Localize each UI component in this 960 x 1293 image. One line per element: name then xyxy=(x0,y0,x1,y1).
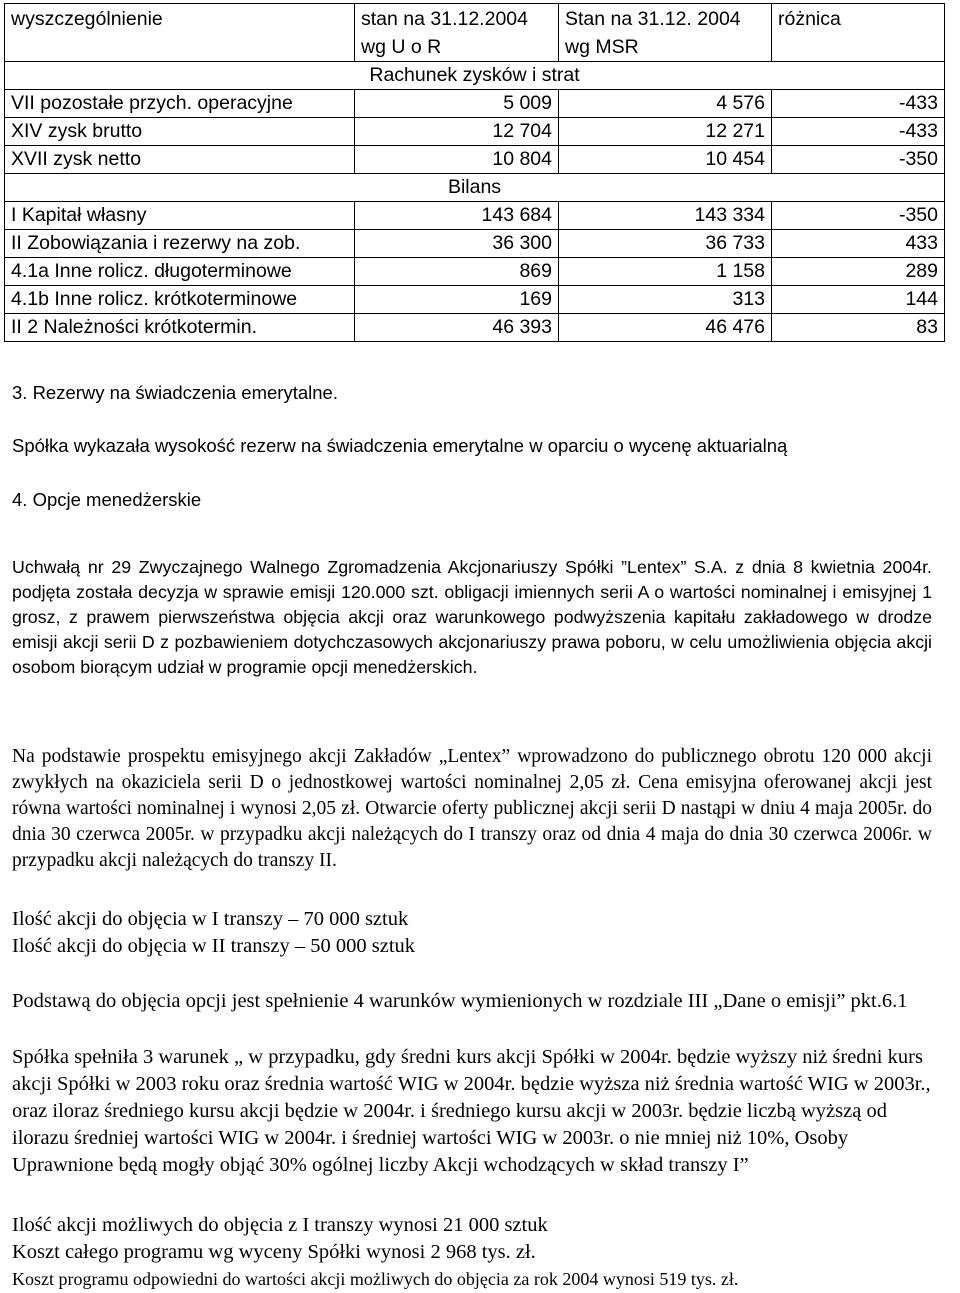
value-difference: 289 xyxy=(772,258,945,286)
section-row-balance-sheet xyxy=(5,174,945,202)
tranche-1-amount: Ilość akcji do objęcia w I transzy – 70 000 sztuk xyxy=(12,908,409,930)
section-4-heading: 4. Opcje menedżerskie xyxy=(12,489,202,510)
section-title: Bilans xyxy=(5,174,945,202)
value-difference: 433 xyxy=(772,230,945,258)
row-label: VII pozostałe przych. operacyjne xyxy=(5,90,355,118)
section-row-income-statement xyxy=(5,62,945,90)
value-uor: 12 704 xyxy=(355,118,559,146)
header-description: wyszczególnienie xyxy=(5,4,355,62)
program-cost: Koszt całego programu wg wyceny Spółki wynosi 2 968 tys. zł. xyxy=(12,1241,536,1263)
header-difference: różnica xyxy=(772,4,945,62)
value-msr: 4 576 xyxy=(559,90,772,118)
value-msr: 46 476 xyxy=(559,314,772,342)
value-uor: 169 xyxy=(355,286,559,314)
value-msr: 10 454 xyxy=(559,146,772,174)
table-row xyxy=(5,258,945,286)
prospectus-paragraph: Na podstawie prospektu emisyjnego akcji Zakładów „Lentex” wprowadzono do publicznego obrotu 120 000 akcji zwykłych na okaziciela serii D o jednostkowej wartości nominalnej 2,05 zł. Cena emisyjna oferowanej akcji jest równa wartości nominalnej i wynosi 2,05 zł. Otwarcie oferty publicznej akcji serii D nastąpi w dniu 4 maja 2005r. do dnia 30 czerwca 2005r. w przypadku akcji należących do I transzy oraz od dnia 4 maja do dnia 30 czerwca 2006r. w przypadku akcji należących do transzy II. xyxy=(12,746,932,871)
value-uor: 46 393 xyxy=(355,314,559,342)
table-row xyxy=(5,314,945,342)
table-row xyxy=(5,118,945,146)
value-msr: 36 733 xyxy=(559,230,772,258)
value-msr: 143 334 xyxy=(559,202,772,230)
row-label: XIV zysk brutto xyxy=(5,118,355,146)
section-3-text: Spółka wykazała wysokość rezerw na świadczenia emerytalne w oparciu o wycenę aktuarialną xyxy=(12,435,788,456)
value-msr: 313 xyxy=(559,286,772,314)
value-difference: 144 xyxy=(772,286,945,314)
value-difference: 83 xyxy=(772,314,945,342)
condition-3-text: Spółka spełniła 3 warunek „ w przypadku, gdy średni kurs akcji Spółki w 2004r. będzie wyższy niż średni kurs akcji Spółki w 2003 roku oraz średnia wartość WIG w 2004r. będzie wyższa niż średnia wartość WIG w 2003r., oraz iloraz średniego kursu akcji będzie w 2004r. i średniego kursu akcji w 2003r. będzie liczbą wyższą od ilorazu średniej wartości WIG w 2004r. i średniej wartości WIG w 2003r. o nie mniej niż 10%, Osoby Uprawnione będą mogły objąć 30% ogólnej liczby Akcji wchodzących w skład transzy I” xyxy=(12,1046,931,1176)
value-difference: -350 xyxy=(772,146,945,174)
value-uor: 143 684 xyxy=(355,202,559,230)
value-uor: 10 804 xyxy=(355,146,559,174)
section-title: Rachunek zysków i strat xyxy=(5,62,945,90)
table-row xyxy=(5,286,945,314)
row-label: 4.1a Inne rolicz. długoterminowe xyxy=(5,258,355,286)
value-difference: -433 xyxy=(772,118,945,146)
header-uor: stan na 31.12.2004 wg U o R xyxy=(355,4,559,62)
table-row xyxy=(5,230,945,258)
value-uor: 5 009 xyxy=(355,90,559,118)
value-msr: 1 158 xyxy=(559,258,772,286)
tranche-2-amount: Ilość akcji do objęcia w II transzy – 50 000 sztuk xyxy=(12,935,416,957)
table-header-row xyxy=(5,4,945,62)
row-label: II Zobowiązania i rezerwy na zob. xyxy=(5,230,355,258)
table-row xyxy=(5,146,945,174)
row-label: XVII zysk netto xyxy=(5,146,355,174)
row-label: I Kapitał własny xyxy=(5,202,355,230)
header-msr: Stan na 31.12. 2004 wg MSR xyxy=(559,4,772,62)
value-uor: 36 300 xyxy=(355,230,559,258)
section-3-heading: 3. Rezerwy na świadczenia emerytalne. xyxy=(12,382,338,403)
value-msr: 12 271 xyxy=(559,118,772,146)
row-label: 4.1b Inne rolicz. krótkoterminowe xyxy=(5,286,355,314)
possible-shares: Ilość akcji możliwych do objęcia z I transzy wynosi 21 000 sztuk xyxy=(12,1214,548,1236)
option-conditions: Podstawą do objęcia opcji jest spełnienie 4 warunków wymienionych w rozdziale III „Dane o emisji” pkt.6.1 xyxy=(12,990,908,1012)
financial-comparison-table xyxy=(4,3,945,342)
table-row xyxy=(5,202,945,230)
row-label: II 2 Należności krótkotermin. xyxy=(5,314,355,342)
value-difference: -433 xyxy=(772,90,945,118)
value-uor: 869 xyxy=(355,258,559,286)
table-row xyxy=(5,90,945,118)
value-difference: -350 xyxy=(772,202,945,230)
resolution-paragraph: Uchwałą nr 29 Zwyczajnego Walnego Zgromadzenia Akcjonariuszy Spółki ”Lentex” S.A. z dnia 8 kwietnia 2004r. podjęta została decyzja w sprawie emisji 120.000 szt. obligacji imiennych serii A o wartości nominalnej i emisyjnej 1 grosz, z prawem pierwszeństwa objęcia akcji oraz warunkowego podwyższenia kapitału zakładowego w drodze emisji akcji serii D z pozbawieniem dotychczasowych akcjonariuszy prawa poboru, w celu umożliwienia objęcia akcji osobom biorącym udział w programie opcji menedżerskich. xyxy=(12,557,932,677)
program-cost-2004: Koszt programu odpowiedni do wartości akcji możliwych do objęcia za rok 2004 wynosi 519 tys. zł. xyxy=(12,1269,739,1289)
